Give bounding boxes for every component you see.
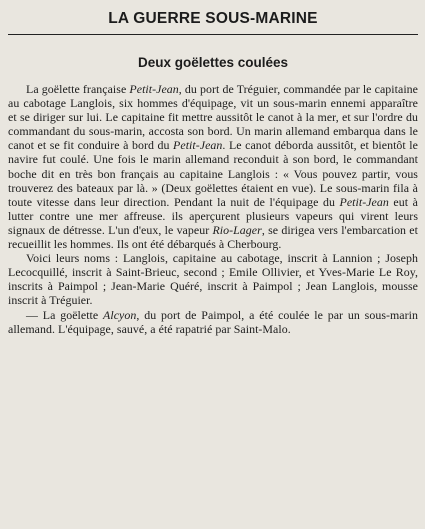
article-paragraph: Voici leurs noms : Langlois, capitaine au cabotage, inscrit à Lannion ; Joseph Lecocquillé, inscrit à Saint-Brieuc, second ; Emile Ollivier, et Yves-Marie Le Roy, inscrits à Paimpol ; Jean-Marie Quéré, inscrit à Paimpol ; Jean Langlois, mousse inscrit à Tréguier. [8,251,418,308]
ship-name: Petit-Jean [129,82,179,96]
ship-name: Alcyon [103,307,137,322]
article-body [8,82,418,336]
ship-name: Rio-Lager [212,222,262,237]
article-title: Deux goëlettes coulées [137,55,289,70]
section-headline: LA GUERRE SOUS-MARINE [108,10,318,27]
headline-rule [8,34,418,35]
ship-name: Petit-Jean [173,138,223,153]
ship-name: Petit-Jean [339,194,389,209]
article-paragraph: — La goëlette Alcyon, du port de Paimpol, a été coulée le par un sous-marin allemand. L'équipage, sauvé, a été rapatrié par Saint-Malo. [8,307,418,336]
article-paragraph: La goëlette française Petit-Jean, du port de Tréguier, commandée par le capitaine au cabotage Langlois, six hommes d'équipage, vit un sous-marin ennemi apparaître et se diriger sur lui. Le capitaine fit mettre aussitôt le canot à la mer, et sur l'ordre du commandant du sous-marin, accosta son bord. Un marin allemand embarqua dans le canot et se fit conduire à bord du Petit-Jean. Le canot déborda aussitôt, et bientôt le navire fut coulé. Une fois le marin allemand reconduit à son bord, le commandant boche dit en très bon français au capitaine Langlois : « Vous pouvez partir, vous trouverez des bateaux par là. » (Deux goëlettes étaient en vue). Le sous-marin fila à toute vitesse dans leur direction. Pendant la nuit de l'équipage du Petit-Jean eut à lutter contre une mer affreuse. ils aperçurent plusieurs vapeurs qui virent leurs signaux de détresse. L'un d'eux, le vapeur Rio-Lager, se dirigea vers l'embarcation et recueillit les hommes. Ils ont été débarqués à Cherbourg. [8,82,418,252]
